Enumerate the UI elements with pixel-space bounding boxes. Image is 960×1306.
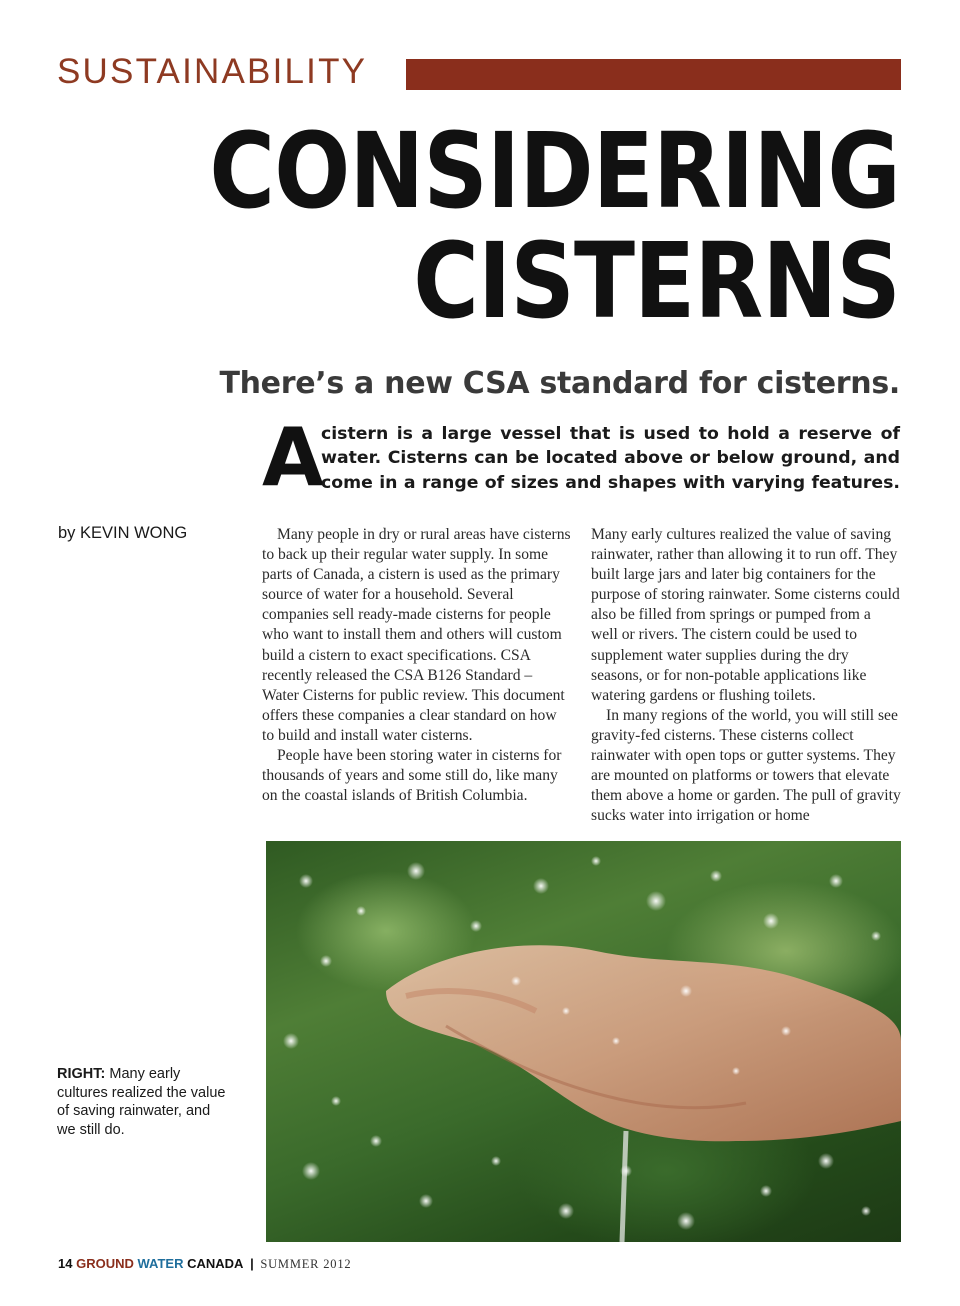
body-paragraph: Many early cultures realized the value of saving rainwater, rather than allowing it to run off. They built large jars and later big containers for the purpose of storing rainwater. Some cisterns could also be filled from springs or pumped from a well or rivers. The cistern could be used to supplement water supplies during the dry seasons, or for non-potable applications like watering gardens or flushing toilets. xyxy=(591,526,900,704)
magazine-name-canada: CANADA xyxy=(187,1256,244,1271)
section-label: SUSTAINABILITY xyxy=(57,52,368,91)
byline: by KEVIN WONG xyxy=(58,524,188,542)
body-paragraph: Many people in dry or rural areas have cisterns to back up their regular water supply. In some parts of Canada, a cistern is used as the primary source of water for a household. Several companies sell ready-made cisterns for people who want to install them and others will custom build a cistern to exact specifications. CSA recently released the CSA B126 Standard – Water Cisterns for public review. This document offers these companies a clear standard on how to build and install water cisterns. xyxy=(262,526,571,744)
photo-illustration xyxy=(266,841,901,1242)
section-rule-bar xyxy=(406,59,901,90)
water-stream xyxy=(622,1131,626,1242)
subtitle: There’s a new CSA standard for cisterns. xyxy=(219,366,900,401)
magazine-name-water: WATER xyxy=(137,1256,184,1271)
caption-lead: RIGHT: xyxy=(57,1066,106,1082)
body-column-1 xyxy=(262,525,572,806)
rain-hands-photo xyxy=(266,841,901,1242)
body-column-2 xyxy=(591,525,901,826)
intro-paragraph: cistern is a large vessel that is used to hold a reserve of water. Cisterns can be located above or below ground, and come in a range of sizes and shapes with varying features. xyxy=(321,424,900,493)
drop-cap: A xyxy=(262,411,324,504)
page-number: 14 xyxy=(58,1256,73,1271)
headline-line-1: CONSIDERING xyxy=(209,110,900,232)
body-paragraph: In many regions of the world, you will still see gravity-fed cisterns. These cisterns collect rainwater with open tops or gutter systems. They are mounted on platforms or towers that elevate them above a home or garden. The pull of gravity sucks water into irrigation or home xyxy=(591,706,901,825)
issue-date: SUMMER 2012 xyxy=(260,1257,352,1271)
page-footer xyxy=(58,1255,351,1273)
footer-separator: | xyxy=(250,1256,254,1271)
hand-shape xyxy=(386,945,901,1141)
headline xyxy=(209,110,900,342)
photo-caption xyxy=(57,1065,232,1139)
magazine-name-ground: GROUND xyxy=(76,1256,134,1271)
headline-line-2: CISTERNS xyxy=(413,220,900,342)
caption-text: Many early cultures realized the value of saving rainwater, and we still do. xyxy=(57,1066,226,1138)
body-paragraph: People have been storing water in cisterns for thousands of years and some still do, like many on the coastal islands of British Columbia. xyxy=(262,747,562,805)
